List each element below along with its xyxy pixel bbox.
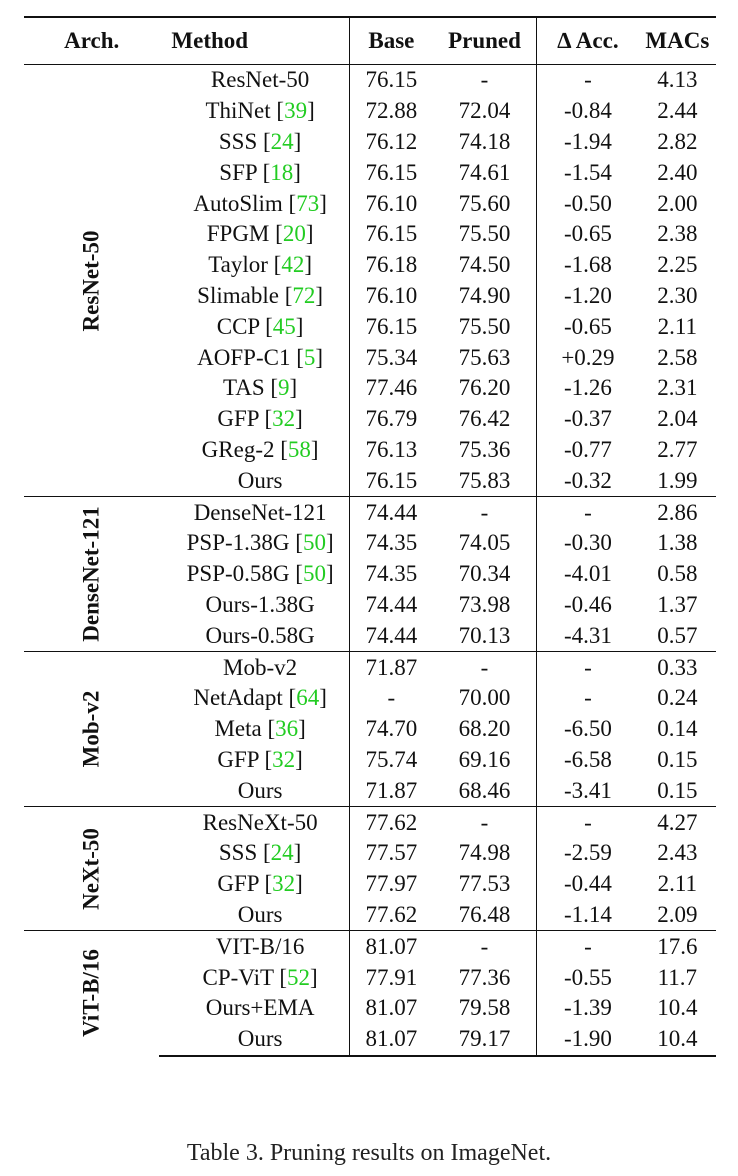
delta-acc-value: -1.68: [537, 250, 639, 281]
base-value: 74.44: [349, 497, 433, 528]
method-cell: [159, 652, 349, 683]
method-name: Slimable: [197, 282, 279, 308]
method-name: AOFP-C1: [197, 344, 291, 370]
citation-link[interactable]: 36: [275, 716, 299, 742]
macs-value: 2.44: [657, 98, 698, 124]
citation-link[interactable]: 52: [287, 964, 311, 990]
citation-link[interactable]: 24: [270, 840, 294, 866]
method-name: Ours-1.38G: [205, 591, 315, 617]
pruned-value: 69.16: [458, 746, 511, 772]
citation-link[interactable]: 32: [272, 871, 296, 897]
pruned-value: 73.98: [458, 591, 511, 617]
header-base: Base: [349, 17, 433, 65]
pruned-value: 77.53: [458, 871, 511, 897]
delta-acc-value: -0.46: [537, 590, 639, 621]
macs-value: 1.37: [657, 591, 698, 617]
method-cell: GReg-2 [58]: [201, 436, 319, 462]
method-name: SFP: [219, 159, 257, 185]
delta-acc-value: -0.37: [537, 404, 639, 435]
delta-acc-value: -1.14: [537, 900, 639, 931]
base-value: -: [349, 683, 433, 714]
method-name: ThiNet: [205, 98, 271, 124]
citation-link[interactable]: 18: [270, 159, 294, 185]
macs-value: 2.04: [657, 406, 698, 432]
base-value: 76.15: [349, 65, 433, 96]
method-cell: SFP [18]: [219, 159, 301, 185]
delta-acc-value: -: [537, 652, 639, 683]
citation-link[interactable]: 73: [296, 190, 320, 216]
method-cell: SSS [24]: [218, 128, 302, 154]
method-name: AutoSlim: [193, 190, 283, 216]
pruned-value: 77.36: [458, 964, 511, 990]
delta-acc-value: -1.20: [537, 281, 639, 312]
macs-value: 2.00: [657, 190, 698, 216]
macs-value: 0.15: [657, 746, 698, 772]
delta-acc-value: -1.94: [537, 127, 639, 158]
pruned-value: 75.50: [458, 221, 511, 247]
base-value: 76.12: [349, 127, 433, 158]
method-cell: Slimable [72]: [197, 282, 324, 308]
method-name: NetAdapt: [193, 685, 283, 711]
macs-value: 0.14: [657, 716, 698, 742]
method-cell: Meta [36]: [214, 716, 306, 742]
base-value: 76.10: [349, 188, 433, 219]
macs-value: 2.40: [657, 159, 698, 185]
table-row: [24, 497, 716, 528]
method-cell: [159, 807, 349, 838]
citation-link[interactable]: 5: [303, 344, 316, 370]
citation-link[interactable]: 64: [296, 685, 320, 711]
citation-link[interactable]: 9: [278, 375, 290, 401]
pruned-value: -: [433, 497, 537, 528]
method-cell: [159, 931, 349, 962]
method-cell: TAS [9]: [223, 375, 298, 401]
base-value: 74.44: [349, 590, 433, 621]
macs-value: 2.11: [657, 313, 698, 339]
pruned-value: 74.98: [458, 840, 511, 866]
arch-group-label: [24, 931, 159, 1056]
pruned-value: 76.42: [458, 406, 511, 432]
method-name: Ours: [237, 1026, 283, 1052]
base-value: 74.35: [349, 528, 433, 559]
method-name: DenseNet-121: [193, 499, 327, 525]
pruned-value: 72.04: [458, 98, 511, 124]
base-value: 71.87: [349, 775, 433, 806]
citation-link[interactable]: 72: [292, 282, 316, 308]
citation-link[interactable]: 32: [272, 406, 296, 432]
base-value: 77.91: [349, 962, 433, 993]
pruned-value: 74.90: [458, 282, 511, 308]
macs-value: 0.33: [639, 652, 716, 683]
method-name: TAS: [223, 375, 265, 401]
method-cell: [159, 65, 349, 96]
method-cell: CCP [45]: [216, 313, 304, 339]
macs-value: 4.27: [639, 807, 716, 838]
delta-acc-value: -4.01: [537, 559, 639, 590]
delta-acc-value: -: [537, 683, 639, 714]
method-cell: [159, 993, 349, 1024]
method-cell: [159, 775, 349, 806]
macs-value: 2.82: [657, 128, 698, 154]
citation-link[interactable]: 50: [302, 561, 326, 587]
delta-acc-value: -: [537, 497, 639, 528]
method-name: Taylor: [208, 252, 268, 278]
pruned-value: 75.83: [458, 467, 511, 493]
macs-value: 0.24: [657, 685, 698, 711]
citation-link[interactable]: 32: [272, 746, 296, 772]
citation-link[interactable]: 50: [302, 530, 326, 556]
method-cell: [159, 465, 349, 496]
citation-link[interactable]: 24: [270, 128, 294, 154]
method-name: GReg-2: [201, 436, 275, 462]
macs-value: 17.6: [639, 931, 716, 962]
method-name: PSP-0.58G: [186, 561, 290, 587]
delta-acc-value: +0.29: [537, 342, 639, 373]
base-value: 74.44: [349, 620, 433, 651]
arch-label-text: ViT-B/16: [78, 949, 104, 1038]
base-value: 81.07: [349, 993, 433, 1024]
table-caption: Table 3. Pruning results on ImageNet.: [186, 1140, 552, 1166]
base-value: 77.62: [349, 900, 433, 931]
citation-link[interactable]: 39: [284, 98, 308, 124]
method-cell: [159, 590, 349, 621]
delta-acc-value: -1.54: [537, 157, 639, 188]
method-name: Ours-0.58G: [205, 622, 315, 648]
macs-value: 2.43: [657, 840, 698, 866]
header-row: [24, 17, 716, 65]
table-body: [24, 65, 716, 1056]
macs-value: 1.99: [657, 467, 698, 493]
method-name: ResNeXt-50: [202, 809, 318, 835]
method-name: Ours+EMA: [205, 995, 315, 1021]
base-value: 77.57: [349, 838, 433, 869]
delta-acc-value: -0.55: [537, 962, 639, 993]
delta-acc-value: -0.44: [537, 869, 639, 900]
pruned-value: 79.17: [433, 1024, 537, 1056]
method-name: Mob-v2: [223, 654, 298, 680]
arch-label-text: ResNet-50: [78, 230, 104, 332]
pruned-value: 74.18: [458, 128, 511, 154]
method-name: Ours: [237, 467, 283, 493]
macs-value: 4.13: [639, 65, 716, 96]
delta-acc-value: -1.26: [537, 373, 639, 404]
delta-acc-value: -1.39: [537, 993, 639, 1024]
table-row: [24, 652, 716, 683]
pruned-value: 75.60: [458, 190, 511, 216]
macs-value: 2.38: [657, 221, 698, 247]
macs-value: 2.86: [639, 497, 716, 528]
header-method: Method: [159, 17, 349, 65]
macs-value: 0.58: [657, 561, 698, 587]
arch-group-label: [24, 65, 159, 497]
method-name: SSS: [218, 128, 258, 154]
base-value: 76.15: [349, 311, 433, 342]
macs-value: 10.4: [657, 995, 698, 1021]
method-cell: NetAdapt [64]: [193, 685, 327, 711]
table-row: [24, 65, 716, 96]
pruned-value: 74.61: [458, 159, 511, 185]
results-table: [24, 16, 716, 1057]
macs-value: 2.09: [657, 901, 698, 927]
delta-acc-value: -3.41: [537, 775, 639, 806]
method-name: Ours: [237, 901, 283, 927]
delta-acc-value: -: [537, 65, 639, 96]
citation-link[interactable]: 42: [281, 252, 305, 278]
arch-group-label: [24, 652, 159, 807]
base-value: 76.15: [349, 465, 433, 496]
pruned-value: 68.20: [458, 716, 511, 742]
base-value: 77.97: [349, 869, 433, 900]
delta-acc-value: -0.65: [537, 219, 639, 250]
header-pruned: Pruned: [433, 17, 537, 65]
method-name: GFP: [217, 746, 259, 772]
method-name: SSS: [218, 840, 258, 866]
method-cell: Taylor [42]: [208, 252, 313, 278]
base-value: 76.13: [349, 435, 433, 466]
macs-value: 0.57: [657, 622, 698, 648]
method-cell: [159, 497, 349, 528]
delta-acc-value: -0.77: [537, 435, 639, 466]
delta-acc-value: -4.31: [537, 620, 639, 651]
method-name: PSP-1.38G: [186, 530, 290, 556]
method-name: Meta: [214, 716, 262, 742]
header-macs: MACs: [639, 17, 716, 65]
base-value: 76.10: [349, 281, 433, 312]
method-name: Ours: [237, 777, 283, 803]
macs-value: 2.30: [657, 282, 698, 308]
method-cell: SSS [24]: [218, 840, 302, 866]
macs-value: 11.7: [657, 964, 698, 990]
method-name: CP-ViT: [202, 964, 274, 990]
method-cell: AutoSlim [73]: [193, 190, 327, 216]
base-value: 76.15: [349, 219, 433, 250]
method-cell: CP-ViT [52]: [202, 964, 318, 990]
delta-acc-value: -0.65: [537, 311, 639, 342]
delta-acc-value: -0.30: [537, 528, 639, 559]
citation-link[interactable]: 45: [272, 313, 296, 339]
pruned-value: 70.13: [458, 622, 511, 648]
method-cell: PSP-1.38G [50]: [186, 530, 334, 556]
method-name: FPGM: [206, 221, 270, 247]
pruned-value: 76.48: [458, 901, 511, 927]
macs-value: 1.38: [657, 530, 698, 556]
arch-group-label: [24, 807, 159, 931]
pruned-value: 70.34: [458, 561, 511, 587]
pruned-value: 70.00: [458, 685, 511, 711]
table-row: [24, 807, 716, 838]
pruned-value: 75.63: [458, 344, 511, 370]
method-cell: GFP [32]: [217, 871, 303, 897]
pruned-value: 75.36: [458, 436, 511, 462]
delta-acc-value: -0.50: [537, 188, 639, 219]
method-cell: FPGM [20]: [206, 221, 314, 247]
base-value: 74.70: [349, 714, 433, 745]
pruned-value: 74.05: [458, 530, 511, 556]
method-name: CCP: [216, 313, 260, 339]
pruned-value: 79.58: [458, 995, 511, 1021]
base-value: 76.15: [349, 157, 433, 188]
arch-label-text: DenseNet-121: [78, 506, 104, 642]
method-cell: [159, 1024, 349, 1056]
method-cell: AOFP-C1 [5]: [197, 344, 324, 370]
header-delta-acc: ∆ Acc.: [537, 17, 639, 65]
arch-label-text: Mob-v2: [78, 690, 104, 768]
method-name: GFP: [217, 871, 259, 897]
base-value: 77.46: [349, 373, 433, 404]
table-row: [24, 931, 716, 962]
macs-value: 0.15: [657, 777, 698, 803]
method-cell: GFP [32]: [217, 406, 303, 432]
citation-link[interactable]: 20: [282, 221, 306, 247]
base-value: 72.88: [349, 96, 433, 127]
header-arch: Arch.: [24, 17, 159, 65]
base-value: 75.74: [349, 745, 433, 776]
citation-link[interactable]: 58: [287, 436, 311, 462]
pruned-value: 76.20: [458, 375, 511, 401]
base-value: 76.79: [349, 404, 433, 435]
pruned-value: -: [433, 807, 537, 838]
delta-acc-value: -6.58: [537, 745, 639, 776]
method-cell: [159, 620, 349, 651]
method-cell: [159, 900, 349, 931]
pruned-value: -: [433, 931, 537, 962]
pruned-value: 74.50: [458, 252, 511, 278]
pruned-value: 75.50: [458, 313, 511, 339]
macs-value: 2.77: [657, 436, 698, 462]
delta-acc-value: -0.84: [537, 96, 639, 127]
macs-value: 10.4: [639, 1024, 716, 1056]
delta-acc-value: -: [537, 807, 639, 838]
method-cell: GFP [32]: [217, 746, 303, 772]
delta-acc-value: -2.59: [537, 838, 639, 869]
method-name: ResNet-50: [210, 67, 310, 93]
pruned-value: -: [433, 652, 537, 683]
delta-acc-value: -: [537, 931, 639, 962]
delta-acc-value: -1.90: [537, 1024, 639, 1056]
arch-group-label: [24, 497, 159, 652]
base-value: 75.34: [349, 342, 433, 373]
method-cell: PSP-0.58G [50]: [186, 561, 334, 587]
macs-value: 2.11: [657, 871, 698, 897]
method-name: GFP: [217, 406, 259, 432]
method-cell: ThiNet [39]: [205, 98, 315, 124]
pruned-value: 68.46: [458, 777, 511, 803]
base-value: 81.07: [349, 931, 433, 962]
base-value: 71.87: [349, 652, 433, 683]
base-value: 81.07: [349, 1024, 433, 1056]
delta-acc-value: -0.32: [537, 465, 639, 496]
macs-value: 2.58: [657, 344, 698, 370]
macs-value: 2.31: [657, 375, 698, 401]
base-value: 74.35: [349, 559, 433, 590]
macs-value: 2.25: [657, 252, 698, 278]
pruned-value: -: [433, 65, 537, 96]
base-value: 77.62: [349, 807, 433, 838]
method-name: VIT-B/16: [215, 933, 305, 959]
arch-label-text: NeXt-50: [78, 827, 104, 910]
base-value: 76.18: [349, 250, 433, 281]
delta-acc-value: -6.50: [537, 714, 639, 745]
